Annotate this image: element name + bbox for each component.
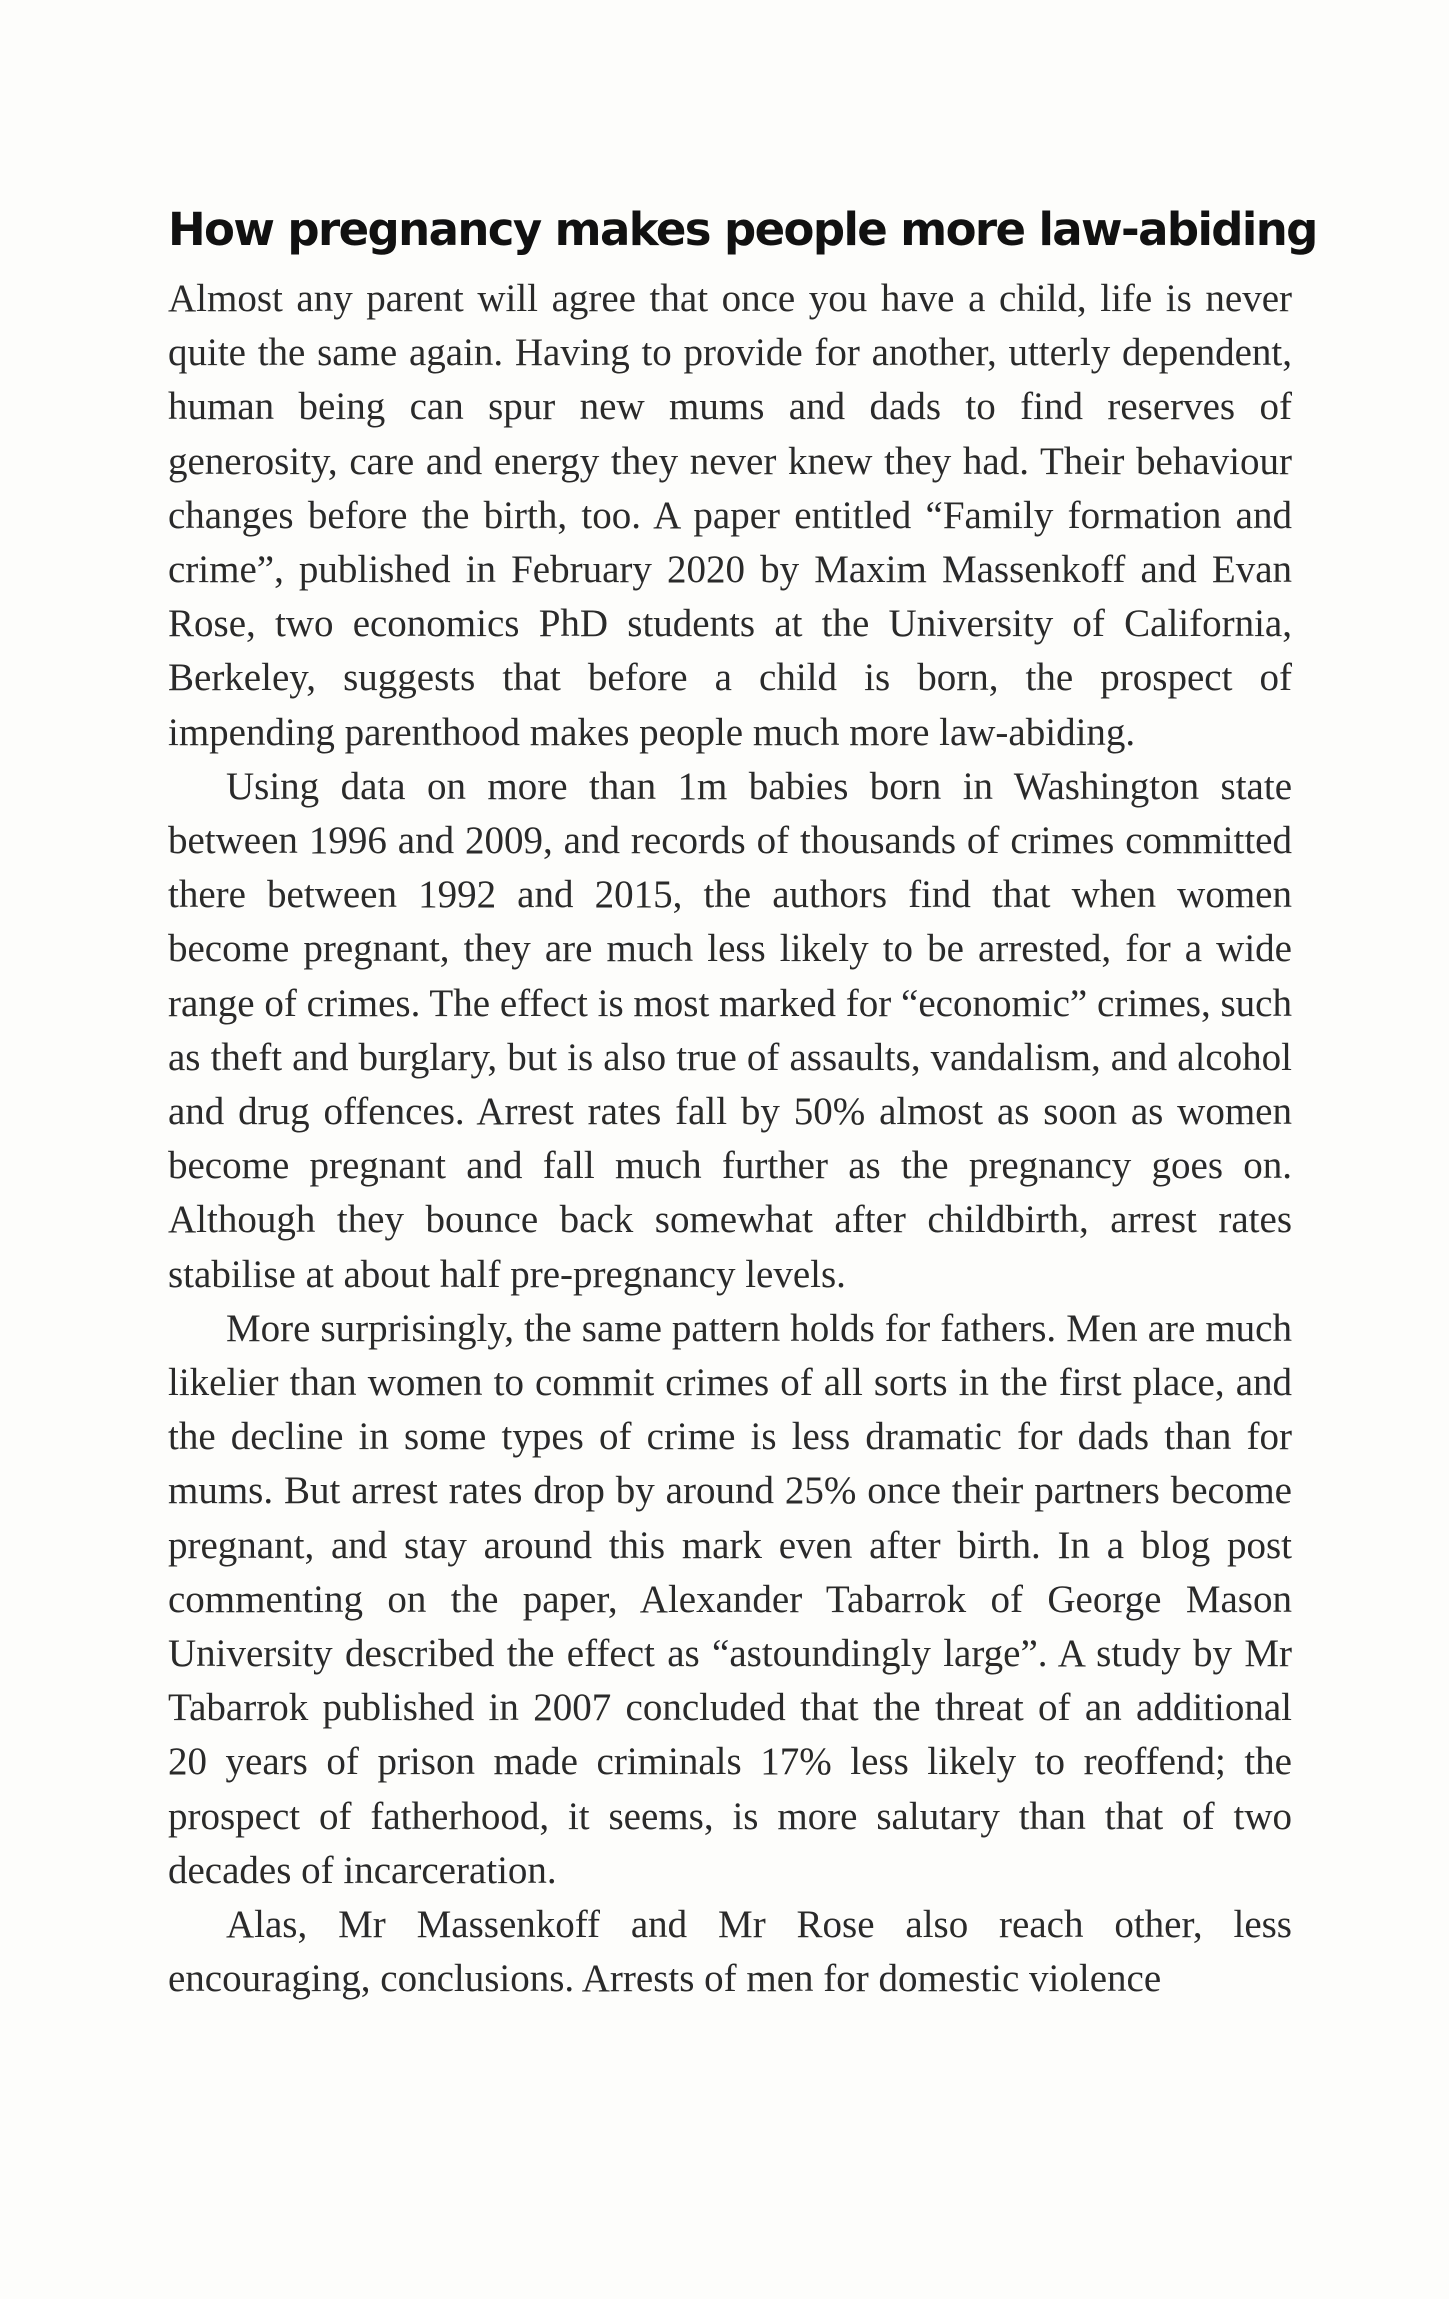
article-headline: How pregnancy makes people more law-abiding (168, 203, 1317, 256)
article-paragraph-2: Using data on more than 1m babies born in Washington state between 1996 and 2009, and records of thousands of crimes committed there between 1992 and 2015, the authors find that when women become pregnant, they are much less likely to be arrested, for a wide range of crimes. The effect is most marked for “economic” crimes, such as theft and burglary, but is also true of assaults, vandalism, and alcohol and drug offences. Arrest rates fall by 50% almost as soon as women become pregnant and fall much further as the pregnancy goes on. Although they bounce back somewhat after childbirth, arrest rates stabilise at about half pre-pregnancy levels. (168, 764, 1292, 1296)
article-paragraph-1: Almost any parent will agree that once you have a child, life is never quite the same again. Having to provide for another, utterly dependent, human being can spur new mums and dads to find reserves of generosity, care and energy they never knew they had. Their behaviour changes before the birth, too. A paper entitled “Family formation and crime”, published in February 2020 by Maxim Massenkoff and Evan Rose, two economics PhD students at the University of California, Berkeley, suggests that before a child is born, the prospect of impending parenthood makes people much more law-abiding. (168, 277, 1292, 754)
article-paragraph-3: More surprisingly, the same pattern holds for fathers. Men are much likelier than women to commit crimes of all sorts in the first place, and the decline in some types of crime is less dramatic for dads than for mums. But arrest rates drop by around 25% once their partners become pregnant, and stay around this mark even after birth. In a blog post commenting on the paper, Alexander Tabarrok of George Mason University described the effect as “astoundingly large”. A study by Mr Tabarrok published in 2007 concluded that the threat of an additional 20 years of prison made criminals 17% less likely to reoffend; the prospect of fatherhood, it seems, is more salutary than that of two decades of incarceration. (168, 1306, 1292, 1892)
article (168, 200, 1317, 2007)
article-paragraph-4: Alas, Mr Massenkoff and Mr Rose also reach other, less encouraging, conclusions. Arrests of men for domestic violence (168, 1903, 1292, 2001)
